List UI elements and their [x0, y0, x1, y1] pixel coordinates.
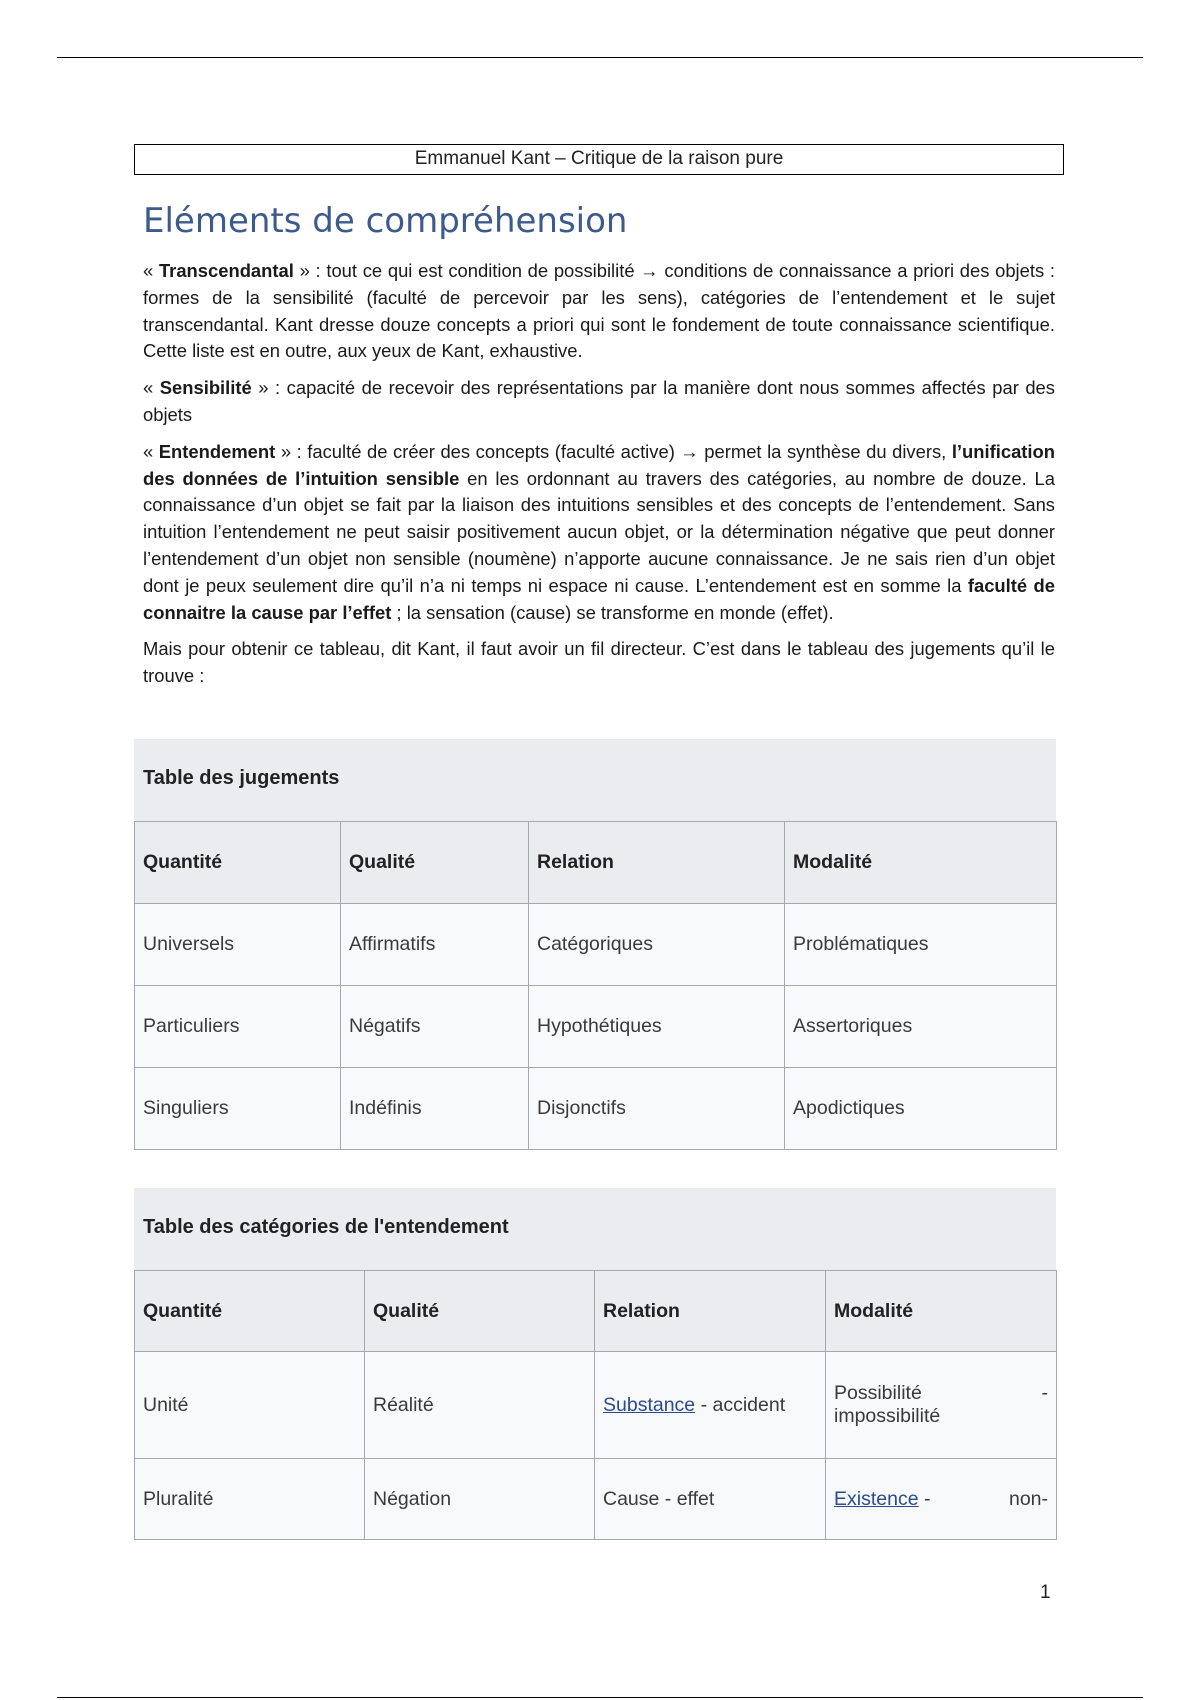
column-header: Relation — [595, 1271, 826, 1352]
definition-text: faculté de créer des concepts (faculté active) → permet la synthèse du divers, — [307, 440, 952, 462]
column-header: Qualité — [341, 822, 529, 904]
table-cell: Disjonctifs — [529, 1068, 785, 1150]
term-entendement: Entendement — [158, 440, 276, 462]
column-header: Modalité — [785, 822, 1057, 904]
cell-text: non- — [1008, 1487, 1048, 1510]
table-cell: Particuliers — [135, 986, 341, 1068]
paragraph-fil-directeur: Mais pour obtenir ce tableau, dit Kant, il faut avoir un fil directeur. C’est dans le tableau des jugements qu’il le trouve : — [143, 638, 1055, 687]
column-header: Quantité — [135, 822, 341, 904]
definition-text: ; la sensation (cause) se transforme en monde (effet). — [391, 601, 834, 623]
cell-line — [834, 1382, 1048, 1405]
cell-text: - — [1041, 1382, 1048, 1404]
cell-text: - — [918, 1487, 931, 1510]
cell-text: impossibilité — [834, 1405, 941, 1427]
categories-table — [134, 1270, 1057, 1540]
table-cell: Réalité — [365, 1352, 595, 1459]
paragraph-entendement — [143, 439, 1055, 627]
bold-phrase: faculté de connaitre la cause par l’effet — [143, 574, 1055, 623]
table-row — [135, 1352, 1057, 1459]
footer-rule — [57, 1697, 1143, 1698]
paragraph-sensibilite — [143, 375, 1055, 429]
table-caption: Table des catégories de l'entendement — [134, 1188, 1056, 1270]
term-sensibilite: Sensibilité — [159, 377, 252, 399]
table-row — [135, 904, 1057, 986]
section-title: Eléments de compréhension — [143, 201, 628, 241]
table-cell: Négation — [365, 1459, 595, 1540]
quote-close: » : — [293, 260, 327, 281]
definition-text: capacité de recevoir des représentations par la manière dont nous sommes affectés par des objets — [143, 377, 1055, 425]
table-cell — [595, 1352, 826, 1459]
table-header-row — [135, 1271, 1057, 1352]
table-cell: Affirmatifs — [341, 904, 529, 986]
column-header: Relation — [529, 822, 785, 904]
column-header: Qualité — [365, 1271, 595, 1352]
table-cell: Unité — [135, 1352, 365, 1459]
term-transcendantal: Transcendantal — [158, 260, 294, 281]
bold-phrase: l’unification des données de l’intuition sensible — [143, 440, 1055, 489]
jugements-table — [134, 821, 1057, 1150]
table-cell — [826, 1352, 1057, 1459]
table-cell — [826, 1459, 1057, 1540]
table-cell: Problématiques — [785, 904, 1057, 986]
table-cell: Apodictiques — [785, 1068, 1057, 1150]
quote-open: « — [143, 440, 159, 462]
quote-open: « — [143, 377, 160, 399]
table-cell: Pluralité — [135, 1459, 365, 1540]
table-cell: Négatifs — [341, 986, 529, 1068]
table-cell: Universels — [135, 904, 341, 986]
table-cell: Catégoriques — [529, 904, 785, 986]
table-jugements — [134, 739, 1056, 1150]
table-cell: Assertoriques — [785, 986, 1057, 1068]
page-content — [143, 196, 1055, 700]
definition-text: en les ordonnant au travers des catégories, au nombre de douze. La connaissance d’un objet se fait par la liaison des intuitions sensibles et des concepts de l’entendement. Sans intuition l’entendement ne peut saisir positivement aucun objet, or la détermination négative que peut donner l’entendement d’un objet non sensible (noumène) n’apporte aucune connaissance. Je ne sais rien d’un objet dont je peux seulement dire qu’il n’a ni temps ni espace ni cause. L’entendement est en somme la — [143, 467, 1055, 596]
table-row — [135, 1459, 1057, 1540]
cell-line — [834, 1488, 1048, 1511]
table-cell: Cause - effet — [595, 1459, 826, 1540]
quote-open: « — [143, 260, 159, 281]
quote-close: » : — [251, 377, 287, 399]
column-header: Quantité — [135, 1271, 365, 1352]
cell-text: Possibilité — [834, 1382, 922, 1404]
substance-link[interactable]: Substance — [603, 1393, 696, 1416]
definition-text: tout ce qui est condition de possibilité → conditions de connaissance a priori des objets : formes de la sensibilité (faculté de percevoir par les sens), catégories de l’entendement et le sujet transcendantal. Kant dresse douze concepts a priori qui sont le fondement de toute connaissance scientifique. Cette liste est en outre, aux yeux de Kant, exhaustive. — [143, 260, 1055, 362]
table-cell: Hypothétiques — [529, 986, 785, 1068]
header-rule — [57, 57, 1143, 58]
quote-close: » : — [275, 440, 308, 462]
column-header: Modalité — [826, 1271, 1057, 1352]
paragraph-transcendantal — [143, 258, 1055, 365]
running-header: Emmanuel Kant – Critique de la raison pure — [134, 144, 1064, 175]
table-categories — [134, 1188, 1056, 1540]
table-row — [135, 986, 1057, 1068]
table-cell: Indéfinis — [341, 1068, 529, 1150]
table-row — [135, 1068, 1057, 1150]
table-header-row — [135, 822, 1057, 904]
table-caption: Table des jugements — [134, 739, 1056, 821]
cell-text: - accident — [695, 1393, 786, 1416]
page-number: 1 — [1040, 1582, 1051, 1603]
existence-link[interactable]: Existence — [834, 1487, 919, 1510]
table-cell: Singuliers — [135, 1068, 341, 1150]
